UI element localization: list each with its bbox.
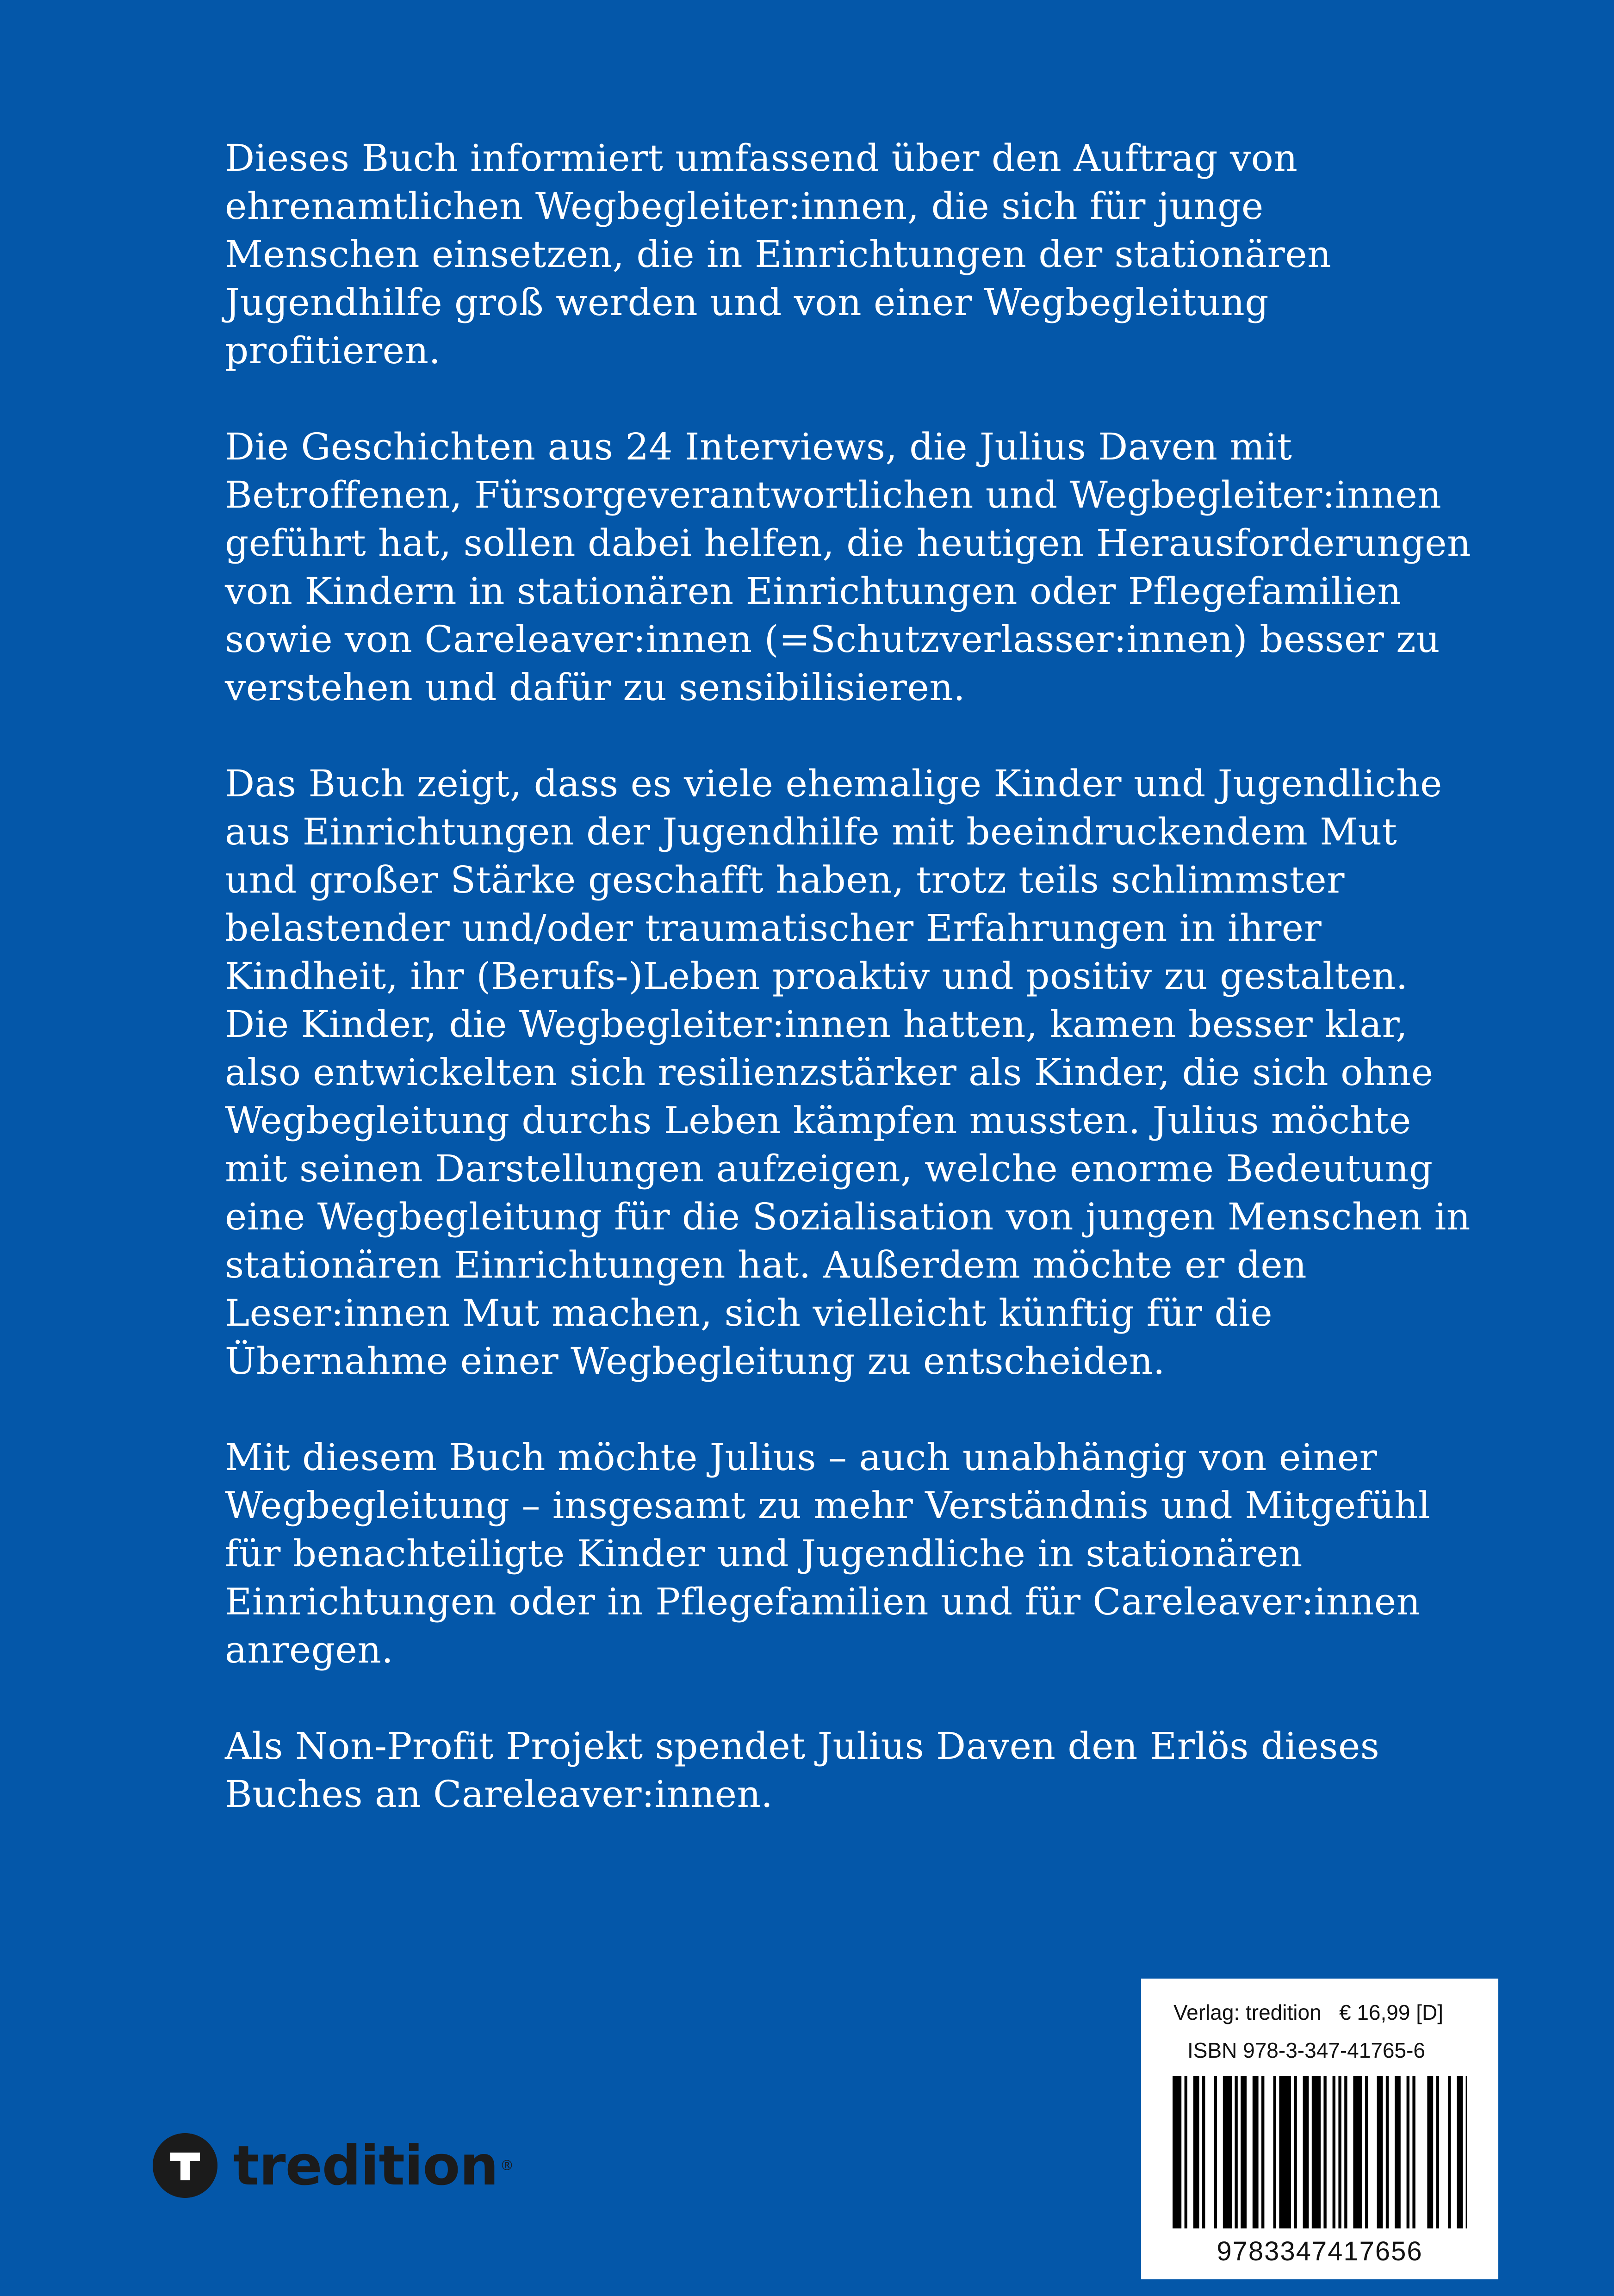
registered-mark: ® bbox=[500, 2157, 514, 2174]
barcode-bar bbox=[1338, 2076, 1341, 2228]
blurb-paragraph-3: Das Buch zeigt, dass es viele ehemalige Kinder und Jugendliche aus Einrichtungen der Jugendhilfe mit beeindruckendem Mut und großer Stärke geschafft haben, trotz teils schlimmster belastender und/oder traumatischer Erfahrungen in ihrer Kindheit, ihr (Berufs-)Leben proaktiv und positiv zu gestalten. Die Kinder, die Wegbegleiter:innen hatten, kamen besser klar, also entwickelten sich resilienzstärker als Kinder, die sich ohne Wegbegleitung durchs Leben kämpfen mussten. Julius möchte mit seinen Darstellungen aufzeigen, welche enorme Bedeutung eine Wegbegleitung für die Sozialisation von jungen Menschen in stationären Einrichtungen hat. Außerdem möchte er den Leser:innen Mut machen, sich vielleicht künftig für die Übernahme einer Wegbegleitung zu entscheiden. bbox=[225, 762, 1471, 1383]
barcode-bar bbox=[1214, 2076, 1217, 2228]
tredition-logo-icon bbox=[153, 2133, 217, 2198]
barcode-bar bbox=[1344, 2076, 1347, 2228]
barcode-bar bbox=[1312, 2076, 1321, 2228]
barcode-bar bbox=[1241, 2076, 1247, 2228]
barcode-bar bbox=[1202, 2076, 1205, 2228]
barcode-bar bbox=[1353, 2076, 1362, 2228]
barcode-bar bbox=[1235, 2076, 1237, 2228]
blurb-paragraph-2: Die Geschichten aus 24 Interviews, die Julius Daven mit Betroffenen, Fürsorgeverantwortlichen und Wegbegleiter:innen geführt hat, sollen dabei helfen, die heutigen Herausforderungen von Kindern in stationären Einrichtungen oder Pflegefamilien sowie von Careleaver:innen (=Schutzverlasser:innen) besser zu verstehen und dafür zu sensibilisieren. bbox=[225, 425, 1471, 709]
blurb-paragraph-5: Als Non-Profit Projekt spendet Julius Daven den Erlös dieses Buches an Careleaver:innen. bbox=[225, 1725, 1380, 1816]
barcode-bar bbox=[1323, 2076, 1326, 2228]
barcode-digits: 9783347417656 bbox=[1217, 2236, 1423, 2266]
barcode-bar bbox=[1253, 2076, 1259, 2228]
barcode-bar bbox=[1303, 2076, 1309, 2228]
blurb-paragraph-4: Mit diesem Buch möchte Julius – auch unabhängig von einer Wegbegleitung – insgesamt zu mehr Verständnis und Mitgefühl für benachteiligte Kinder und Jugendliche in stationären Einrichtungen oder in Pflegefamilien und für Careleaver:innen anregen. bbox=[225, 1436, 1431, 1671]
logo-wordmark: tredition bbox=[233, 2134, 498, 2197]
barcode-bar bbox=[1185, 2076, 1187, 2228]
barcode-bar bbox=[1448, 2076, 1451, 2228]
barcode-box bbox=[1141, 1979, 1498, 2279]
barcode-bar bbox=[1466, 2076, 1467, 2228]
barcode-bar bbox=[1173, 2076, 1181, 2228]
isbn-label: ISBN 978-3-347-41765-6 bbox=[1187, 2038, 1425, 2062]
barcode-bar bbox=[1377, 2076, 1383, 2228]
barcode-bar bbox=[1193, 2076, 1199, 2228]
barcode-bar bbox=[1279, 2076, 1291, 2228]
barcode-bar bbox=[1261, 2076, 1264, 2228]
barcode-bar bbox=[1386, 2076, 1389, 2228]
barcode-bar bbox=[1223, 2076, 1232, 2228]
barcode-bar bbox=[1412, 2076, 1415, 2228]
blurb-text bbox=[225, 134, 1502, 1867]
barcode bbox=[1171, 2076, 1467, 2228]
barcode-bar bbox=[1457, 2076, 1463, 2228]
barcode-bar bbox=[1407, 2076, 1409, 2228]
barcode-bar bbox=[1395, 2076, 1401, 2228]
barcode-bar bbox=[1294, 2076, 1297, 2228]
barcode-bar bbox=[1333, 2076, 1335, 2228]
barcode-bar bbox=[1273, 2076, 1276, 2228]
barcode-bar bbox=[1427, 2076, 1433, 2228]
publisher-logo bbox=[153, 2128, 514, 2203]
blurb-paragraph-1: Dieses Buch informiert umfassend über den Auftrag von ehrenamtlichen Wegbegleiter:innen, die sich für junge Menschen einsetzen, die in Einrichtungen der stationären Jugendhilfe groß werden und von einer Wegbegleitung profitieren. bbox=[225, 137, 1332, 372]
barcode-bar bbox=[1365, 2076, 1368, 2228]
barcode-bar bbox=[1436, 2076, 1439, 2228]
publisher-price: Verlag: tredition € 16,99 [D] bbox=[1173, 2000, 1444, 2024]
